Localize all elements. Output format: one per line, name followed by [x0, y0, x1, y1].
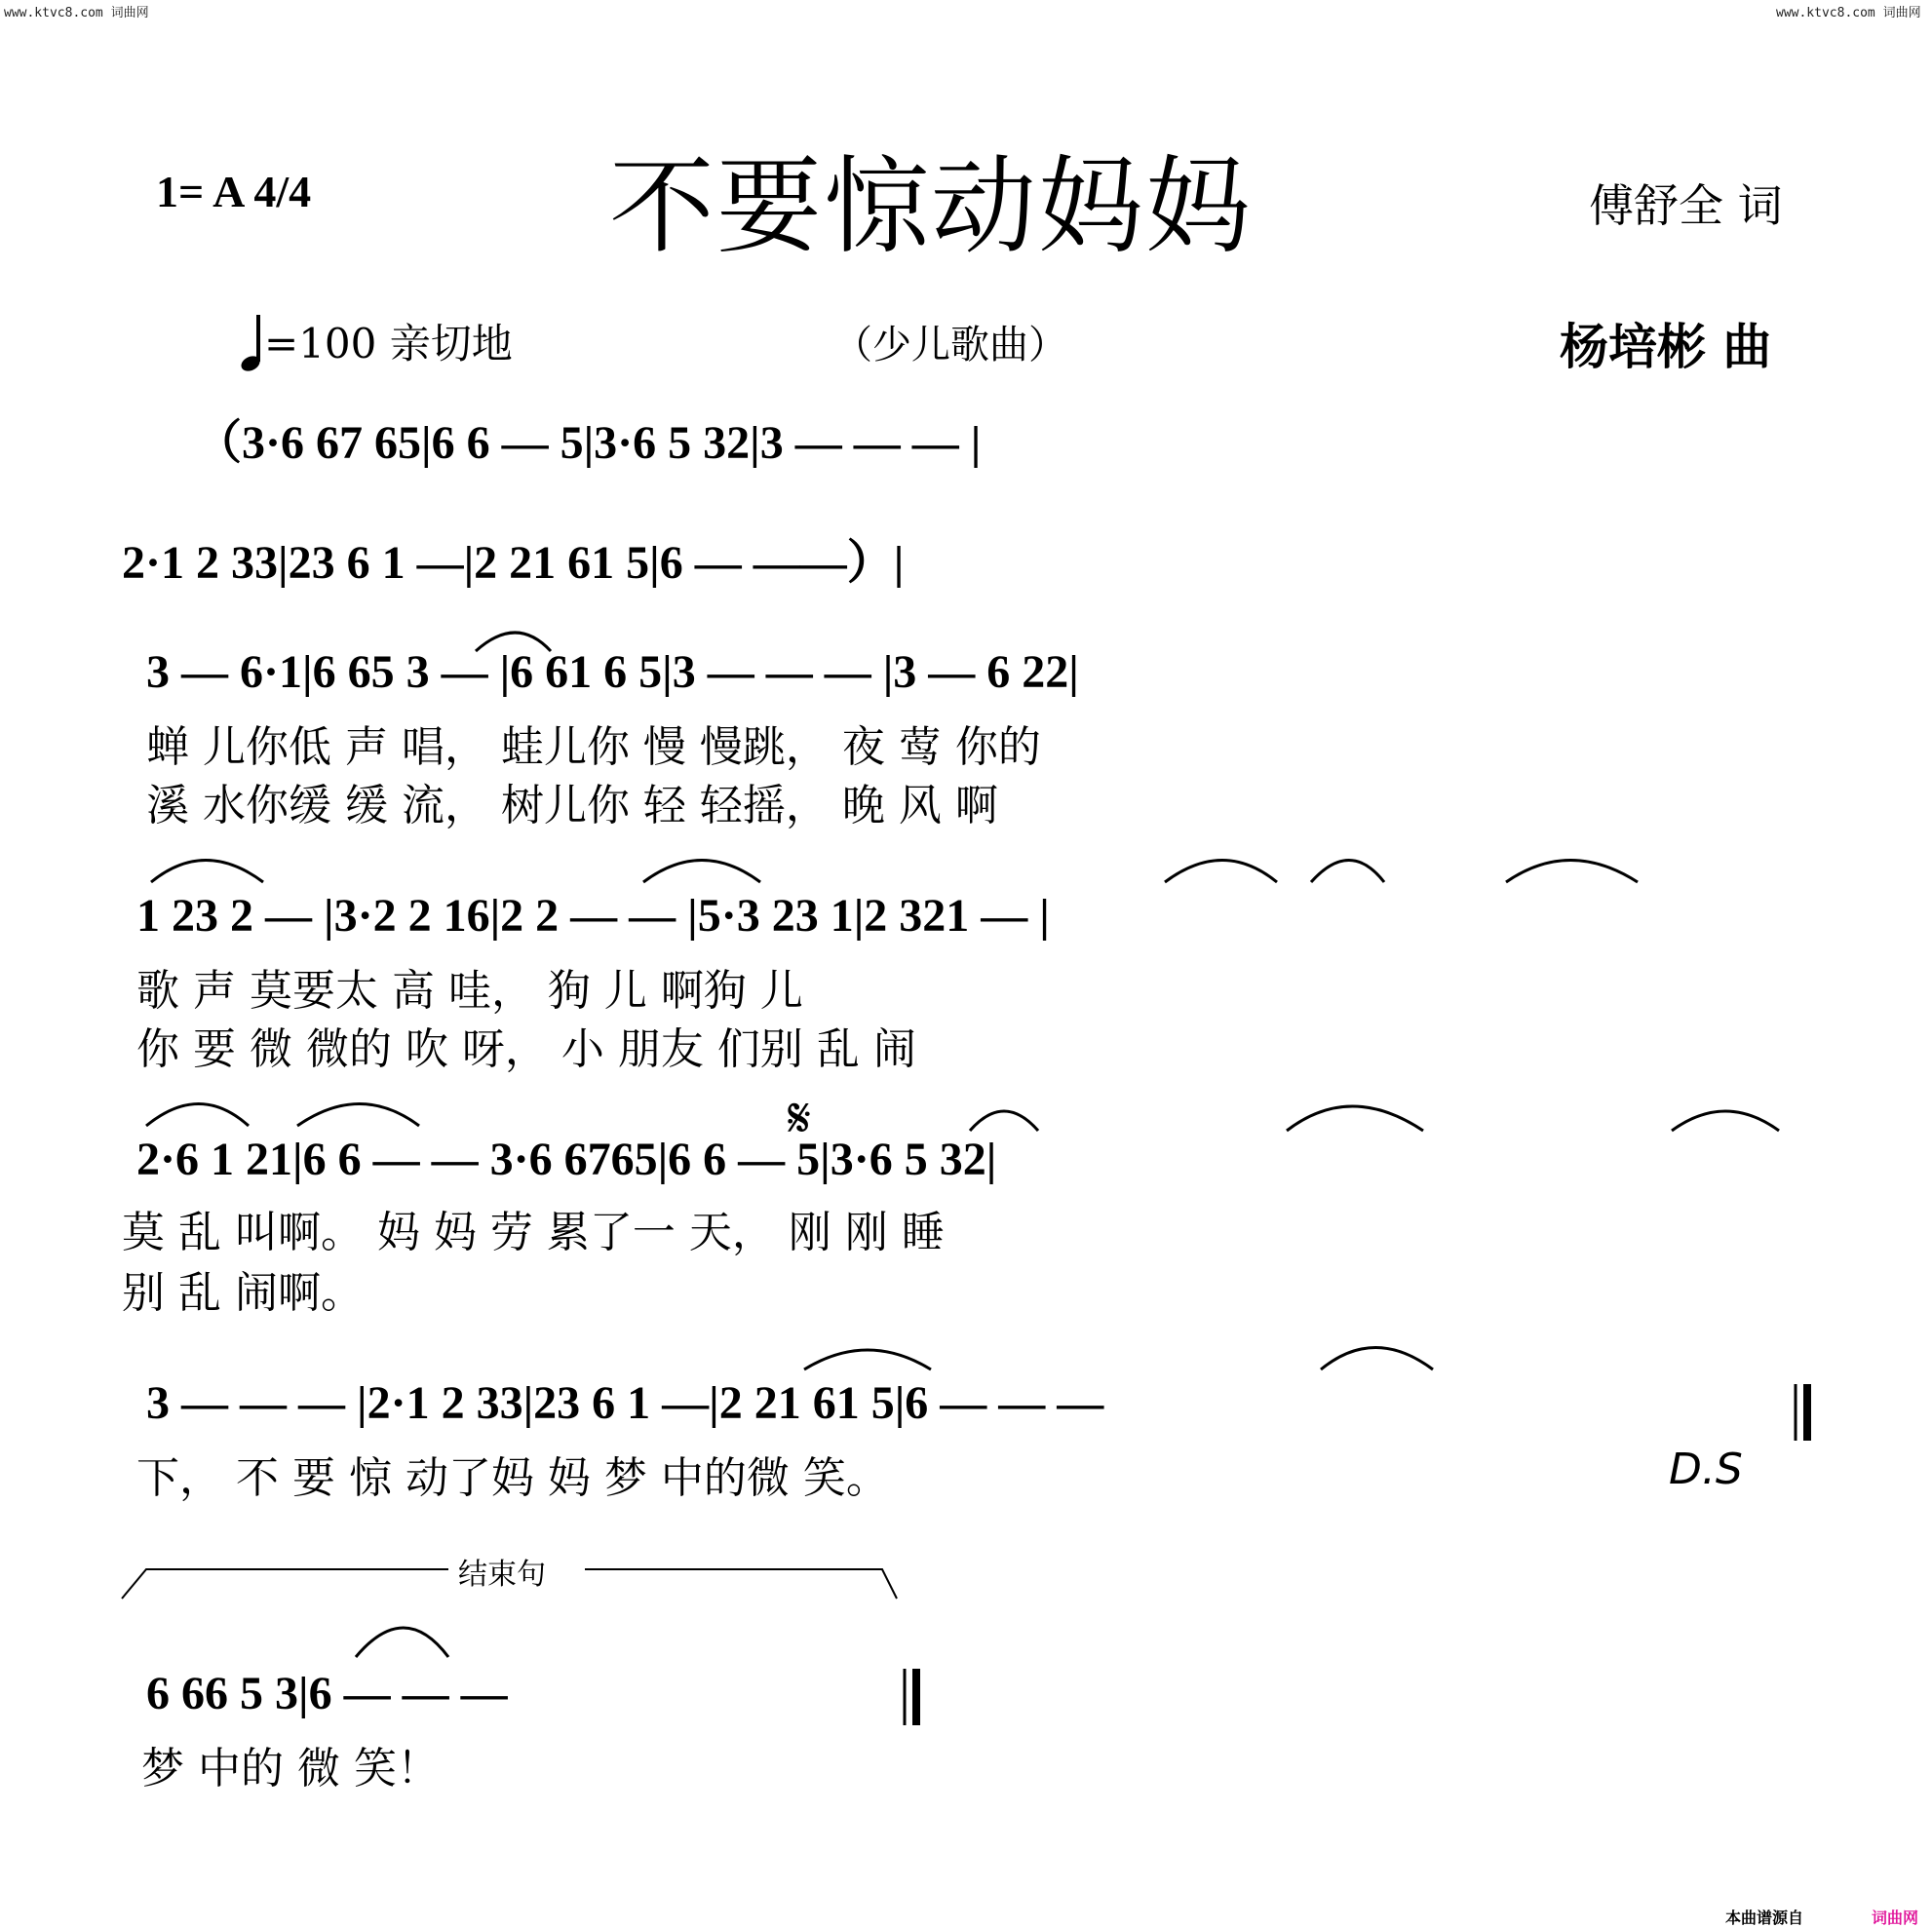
lyrics-line-7-verse-1: 梦 中的 微 笑！: [141, 1744, 440, 1793]
watermark-left: www.ktvc8.com 词曲网: [4, 6, 149, 20]
score-line-2: 2·1 2 33|23 6 1 —|2 21 61 5|6 — ——）|: [122, 537, 905, 589]
lyrics-line-4-verse-2: 你 要 微 微的 吹 呀， 小 朋友 们别 乱 闹: [136, 1024, 916, 1074]
score-line-7: 6 66 5 3|6 — — —: [146, 1668, 508, 1719]
subtitle: （少儿歌曲）: [833, 323, 1067, 367]
slurs: [146, 633, 1779, 1657]
coda-bracket: [122, 1569, 897, 1599]
lyrics-line-6-verse-1: 下， 不 要 惊 动了妈 妈 梦 中的微 笑。: [136, 1453, 889, 1503]
score-line-1: （3·6 67 65|6 6 — 5|3·6 5 32|3 — — — |: [195, 417, 982, 469]
lyrics-line-4-verse-1: 歌 声 莫要太 高 哇， 狗 儿 啊狗 儿: [136, 966, 803, 1016]
score-line-3: 3 — 6·1|6 65 3 — |6 61 6 5|3 — — — |3 — 6 22|: [146, 646, 1079, 698]
coda-label: 结束句: [458, 1558, 546, 1592]
final-barline-2: [905, 1669, 916, 1725]
score-line-5: 2·6 1 21|6 6 — — 3·6 6765|6 6 — 5|3·6 5 32|: [136, 1134, 997, 1185]
composer-credit: 杨培彬 曲: [1560, 319, 1772, 375]
footer-source: 本曲谱源自: [1725, 1909, 1804, 1927]
segno-sign: 𝄋: [788, 1087, 812, 1150]
score-line-4: 1 23 2 — |3·2 2 16|2 2 — — |5·3 23 1|2 321 — |: [136, 890, 1050, 942]
footer-site: 词曲网: [1872, 1909, 1919, 1927]
key-signature: 1= A 4/4: [156, 167, 312, 216]
lyrics-line-5-verse-1: 莫 乱 叫啊。 妈 妈 劳 累了一 天， 刚 刚 睡: [122, 1208, 945, 1257]
dal-segno-mark: D.S: [1669, 1445, 1743, 1494]
lyrics-line-3-verse-1: 蝉 儿你低 声 唱， 蛙儿你 慢 慢跳， 夜 莺 你的: [146, 722, 1041, 772]
score-line-6: 3 — — — |2·1 2 33|23 6 1 —|2 21 61 5|6 — — —: [146, 1377, 1104, 1429]
watermark-right: www.ktvc8.com 词曲网: [1776, 6, 1921, 20]
page-title: 不要惊动妈妈: [609, 146, 1254, 268]
lyrics-line-3-verse-2: 溪 水你缓 缓 流， 树儿你 轻 轻摇， 晚 风 啊: [146, 781, 998, 830]
tempo-text: =100 亲切地: [264, 320, 513, 367]
final-barline-1: [1796, 1384, 1807, 1441]
lyricist-credit: 傅舒全 词: [1589, 179, 1783, 232]
lyrics-line-5-verse-2: 别 乱 闹啊。: [122, 1268, 364, 1318]
